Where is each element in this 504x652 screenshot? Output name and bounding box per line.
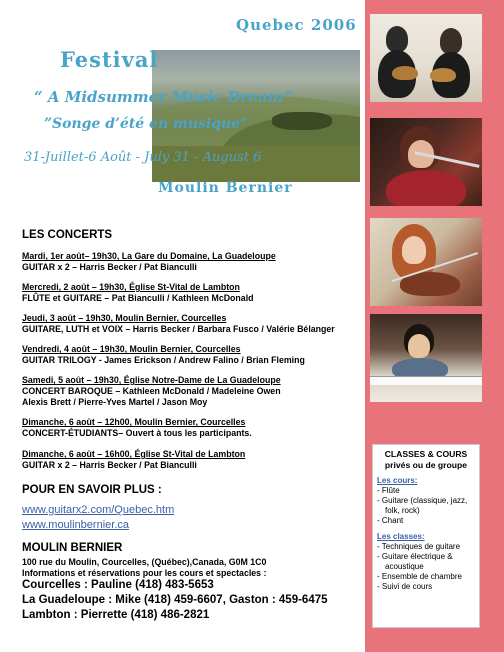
concert-item <box>22 313 335 335</box>
moulin-heading: MOULIN BERNIER <box>22 542 123 554</box>
classes-list <box>377 542 475 592</box>
concert-item <box>22 417 252 439</box>
concert-when: Mardi, 1er août– 19h30, La Gare du Domaine, La Guadeloupe <box>22 251 276 261</box>
guitar-duo-photo <box>370 14 482 102</box>
concert-performers: GUITAR x 2 – Harris Becker / Pat Bianculli <box>22 262 197 272</box>
concert-performers-2: Alexis Brett / Pierre-Yves Martel / Jason Moy <box>22 397 208 407</box>
violinist-photo <box>370 218 482 306</box>
venue-title: Moulin Bernier <box>158 180 293 196</box>
concert-performers: GUITAR TRILOGY - James Erickson / Andrew Falino / Brian Fleming <box>22 355 305 365</box>
concert-item <box>22 251 276 273</box>
moulin-address: 100 rue du Moulin, Courcelles, (Québec),Canada, G0M 1C0 <box>22 557 267 567</box>
classes-subtitle: privés ou de groupe <box>384 459 468 470</box>
concert-performers: CONCERT BAROQUE – Kathleen McDonald / Madeleine Owen <box>22 386 281 396</box>
classes-title: CLASSES & COURS <box>384 449 468 459</box>
festival-title: Festival <box>60 47 159 72</box>
title-english: “ A Midsummer Music Dream” <box>34 88 292 106</box>
list-item: - Techniques de guitare <box>377 542 475 552</box>
concert-item <box>22 344 305 366</box>
year-title: Quebec 2006 <box>236 16 357 34</box>
concert-item <box>22 375 281 408</box>
concert-performers: GUITARE, LUTH et VOIX – Harris Becker / Barbara Fusco / Valérie Bélanger <box>22 324 335 334</box>
concert-when: Vendredi, 4 août – 19h30, Moulin Bernier, Courcelles <box>22 344 241 354</box>
concert-when: Samedi, 5 août – 19h30, Église Notre-Dame de La Guadeloupe <box>22 375 281 385</box>
classes-list-heading: Les classes: <box>377 532 425 541</box>
concert-performers: GUITAR x 2 – Harris Becker / Pat Bianculli <box>22 460 197 470</box>
guitarx2-link[interactable]: www.guitarx2.com/Quebec.htm <box>22 504 175 516</box>
list-item: - Ensemble de chambre <box>377 572 475 582</box>
more-info-heading: POUR EN SAVOIR PLUS : <box>22 484 162 496</box>
flutist-photo <box>370 118 482 206</box>
moulin-info: Informations et réservations pour les cours et spectacles : <box>22 568 267 578</box>
list-item: - Suivi de cours <box>377 582 475 592</box>
concerts-heading: LES CONCERTS <box>22 229 113 241</box>
list-item: - Guitare électrique & acoustique <box>377 552 475 572</box>
concert-when: Jeudi, 3 août – 19h30, Moulin Bernier, Courcelles <box>22 313 227 323</box>
list-item: - Flûte <box>377 486 475 496</box>
moulinbernier-link[interactable]: www.moulinbernier.ca <box>22 519 129 531</box>
title-french: ”Songe d’été en musique” <box>44 116 249 132</box>
concert-performers: CONCERT-ÉTUDIANTS– Ouvert à tous les participants. <box>22 428 252 438</box>
cours-heading: Les cours: <box>377 476 418 485</box>
concert-performers: FLÛTE et GUITARE – Pat Bianculli / Kathleen McDonald <box>22 293 254 303</box>
concert-when: Dimanche, 6 août – 12h00, Moulin Bernier, Courcelles <box>22 417 246 427</box>
contact-guadeloupe: La Guadeloupe : Mike (418) 459-6607, Gaston : 459-6475 <box>22 594 328 606</box>
contact-lambton: Lambton : Pierrette (418) 486-2821 <box>22 609 210 621</box>
list-item: - Chant <box>377 516 475 526</box>
pianist-photo <box>370 314 482 402</box>
contact-courcelles: Courcelles : Pauline (418) 483-5653 <box>22 579 214 591</box>
cours-list <box>377 486 475 526</box>
concert-item <box>22 282 254 304</box>
classes-box <box>372 444 480 628</box>
festival-dates: 31-Juillet-6 Août - July 31 - August 6 <box>24 150 262 165</box>
concert-item <box>22 449 245 471</box>
concert-when: Mercredi, 2 août – 19h30, Église St-Vital de Lambton <box>22 282 240 292</box>
concert-when: Dimanche, 6 août – 16h00, Église St-Vital de Lambton <box>22 449 246 459</box>
list-item: - Guitare (classique, jazz, folk, rock) <box>377 496 475 516</box>
